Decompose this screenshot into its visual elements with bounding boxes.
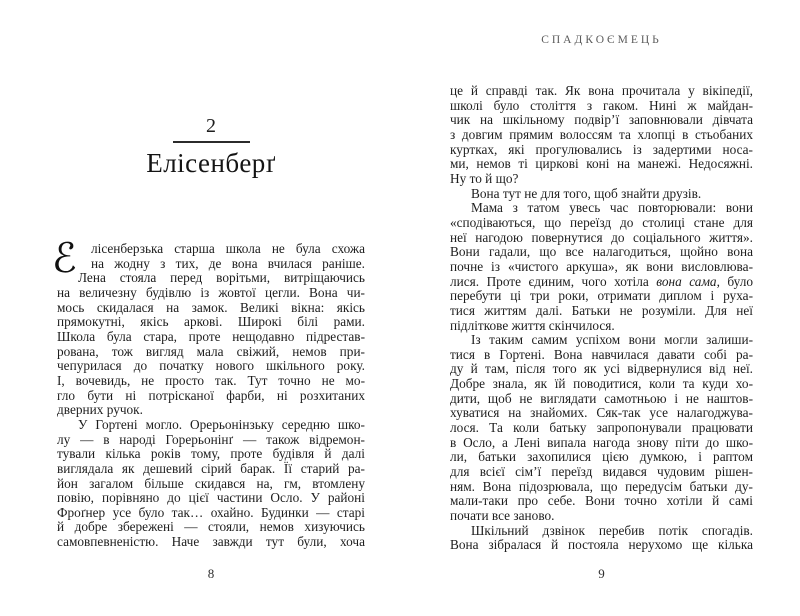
text-line: в Осло, а Лені випала нагода знову піти до шко- bbox=[450, 434, 753, 450]
text-line: Фроґнер усе було так… охайно. Будинки — старі bbox=[57, 504, 365, 520]
text-line: лу — в народі Горерьонінґ — також відремон- bbox=[57, 431, 365, 447]
text-line: для всієї сім’ї переїзд видався чудовим рішен- bbox=[450, 464, 753, 480]
text-line: гло бути ні потрісканої фарби, ні розхитаних bbox=[57, 387, 365, 403]
text-segment: , було bbox=[716, 273, 753, 289]
italic-phrase: вона сама bbox=[656, 273, 717, 289]
text-line: дити, щоб не виглядати самотньою і не наштов- bbox=[450, 390, 753, 406]
text-line: підліткове життя скінчилося. bbox=[450, 317, 615, 333]
text-line: на величезну будівлю із жовтої цегли. Вона чи- bbox=[57, 284, 365, 300]
text-line: прямокутні, якісь аркові. Широкі білі рами. bbox=[57, 314, 365, 330]
text-line: й добре збережені — стояли, немов хизуючись bbox=[57, 519, 365, 535]
text-line: Мама з татом увесь час повторювали: вони bbox=[471, 200, 753, 216]
text-line: Вона зібралася й постояла нерухомо ще кілька bbox=[450, 537, 753, 553]
text-line: чепурилася до початку нового шкільного року. bbox=[57, 358, 365, 374]
text-line: ми, немов ті циркові коні на манежі. Недосяжні. bbox=[450, 156, 753, 172]
right-page-number: 9 bbox=[598, 566, 605, 581]
text-line: хуватися на знайомих. Сяк-так усе налагоджува- bbox=[450, 405, 753, 421]
text-line: повію, порівняно до цієї частини Осло. У районі bbox=[57, 490, 365, 506]
text-line: це й справді так. Як вона прочитала у вікіпедії, bbox=[450, 83, 753, 98]
text-line: У Гортені могло. Орерьонінзьку середню шко- bbox=[78, 416, 365, 432]
text-line: Добре знала, як їй поводитися, коли та куди хо- bbox=[450, 376, 753, 392]
text-line: Лена стояла перед ворітьми, витріщаючись bbox=[78, 270, 365, 286]
text-line: неї нагодою повернутися до соціального життя». bbox=[450, 229, 753, 245]
text-line: ли, батьки захопилися цією думкою, і раптом bbox=[450, 449, 753, 465]
drop-cap-letter: ℰ bbox=[52, 234, 77, 282]
text-line: тися в Гортені. Вона навчилася давати собі ра- bbox=[450, 346, 753, 362]
right-page-text bbox=[450, 84, 753, 553]
text-line: мось скидалася на замок. Великі вікна: якісь bbox=[57, 299, 365, 315]
text-line: ням. Вона підозрювала, що передусім батьки ду- bbox=[450, 478, 753, 494]
text-line: Шкільний дзвінок перебив потік спогадів. bbox=[471, 522, 753, 538]
text-line: І, вочевидь, не просто так. Тут точно не мо- bbox=[57, 372, 365, 388]
chapter-head bbox=[57, 114, 365, 179]
text-line: тися життям далі. Батьки не розуміли. Для неї bbox=[450, 302, 753, 318]
chapter-title: Елісенберґ bbox=[146, 148, 276, 178]
text-line: тували кілька років тому, проте будівля й далі bbox=[57, 446, 365, 462]
text-line: Із таким самим успіхом вони могли залиши- bbox=[471, 332, 753, 348]
text-line: Школа була стара, проте нещодавно підрестав- bbox=[57, 328, 365, 344]
text-line: почати все заново. bbox=[450, 508, 555, 524]
page-right bbox=[450, 0, 753, 616]
text-line: з довгим прямим волоссям та хлопці в стьобаних bbox=[450, 126, 753, 142]
text-line: дверних ручок. bbox=[57, 402, 143, 418]
text-line: лісенберзька старша школа не була схожа bbox=[91, 241, 365, 256]
text-line: мали-таки про себе. Вони точно хотіли й самі bbox=[450, 493, 753, 509]
text-line: самовпевненістю. Наче завжди тут були, хоча bbox=[57, 534, 365, 550]
text-line: школі було століття з гаком. Нині ж майдан- bbox=[450, 97, 753, 113]
text-line: ду й там, після того як усі відвернулися від неї. bbox=[450, 361, 753, 377]
text-line: рована, тож вигляд мала свіжий, немов при- bbox=[57, 343, 365, 359]
text-line: перебути ці три роки, отримати диплом і руха- bbox=[450, 288, 753, 304]
text-line: виглядала як дешевий сірий барак. Її старий ра- bbox=[57, 460, 365, 476]
running-header: СПАДКОЄМЕЦЬ bbox=[541, 34, 662, 46]
left-page-number: 8 bbox=[207, 566, 215, 581]
text-line bbox=[450, 275, 753, 290]
page-left bbox=[52, 0, 365, 616]
text-line: чик на шкільному подвір’ї заповнювали дівчата bbox=[450, 112, 753, 128]
text-line: на жодну з тих, де вона вчилася раніше. bbox=[91, 255, 365, 271]
text-line: Вони гадали, що все налагодиться, щойно вона bbox=[450, 244, 753, 260]
text-line: «сподіваються, що переїзд до столиці стане для bbox=[450, 214, 753, 230]
text-line: Вона тут не для того, щоб знайти друзів. bbox=[471, 185, 702, 201]
text-segment: лися. Проте єдиним, чого хотіла bbox=[450, 273, 657, 289]
text-line: Ну то й що? bbox=[450, 170, 519, 186]
chapter-number: 2 bbox=[206, 115, 216, 137]
text-line: лося. Та коли батьку запропонували працювати bbox=[450, 420, 753, 436]
left-page-text bbox=[52, 234, 365, 550]
text-line: йон загалом більше скидався на, гм, втомлену bbox=[57, 475, 365, 491]
text-line: куртках, які прогулювались із задертими носа- bbox=[450, 141, 753, 157]
text-line: почне із «чистого аркуша», як вони висловлюва- bbox=[450, 258, 753, 274]
chapter-rule bbox=[173, 141, 250, 143]
